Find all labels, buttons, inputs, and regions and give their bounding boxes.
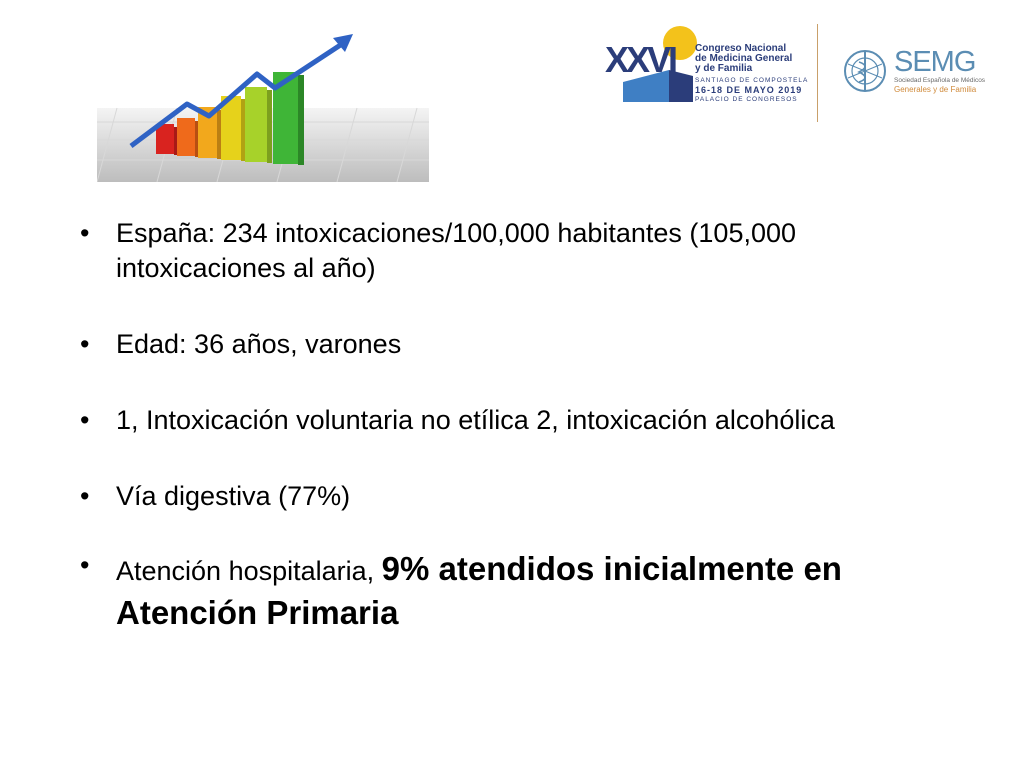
congress-city: SANTIAGO DE COMPOSTELA	[695, 77, 809, 84]
semg-name: SEMG	[894, 46, 976, 78]
congress-venue: PALACIO DE CONGRESOS	[695, 96, 798, 103]
congress-numeral: XXVI	[605, 39, 676, 80]
bullet-item	[78, 216, 958, 286]
bullet-icon: •	[80, 329, 90, 359]
bullet-icon: •	[80, 481, 90, 511]
bullet-text: Edad: 36 años, varones	[116, 329, 402, 359]
bullet-item	[78, 403, 958, 438]
bullet-icon: •	[80, 218, 90, 248]
semg-subtitle: Generales y de Familia	[894, 85, 977, 94]
bullet-text: España: 234 intoxicaciones/100,000 habitantes (105,000 intoxicaciones al año)	[116, 218, 797, 283]
bullet-icon: •	[80, 550, 90, 580]
bullet-item	[78, 479, 958, 514]
semg-logo	[842, 46, 986, 98]
semg-emblem-icon	[842, 48, 888, 94]
congress-title-line: y de Familia	[695, 63, 753, 74]
bullet-icon: •	[80, 405, 90, 435]
congress-title-line: de Medicina General	[695, 53, 793, 64]
bullet-emphasis-text: 9% atendidos inicialmente en Atención Primaria	[116, 550, 842, 631]
logo-divider	[817, 24, 818, 122]
bullet-text: 1, Intoxicación voluntaria no etílica 2, intoxicación alcohólica	[116, 405, 835, 435]
bullet-item	[78, 548, 958, 636]
congress-title-line: Congreso Nacional	[695, 43, 787, 54]
semg-subtitle: Sociedad Española de Médicos	[894, 77, 986, 84]
congress-title	[695, 44, 807, 74]
bullet-item	[78, 327, 958, 362]
bullet-text: Atención hospitalaria,	[116, 556, 382, 586]
growth-chart-graphic	[97, 30, 429, 182]
bullet-text: Vía digestiva (77%)	[116, 481, 351, 511]
congress-dates: 16-18 DE MAYO 2019	[695, 85, 803, 95]
congress-logo	[603, 22, 809, 104]
bullet-list	[78, 216, 958, 636]
